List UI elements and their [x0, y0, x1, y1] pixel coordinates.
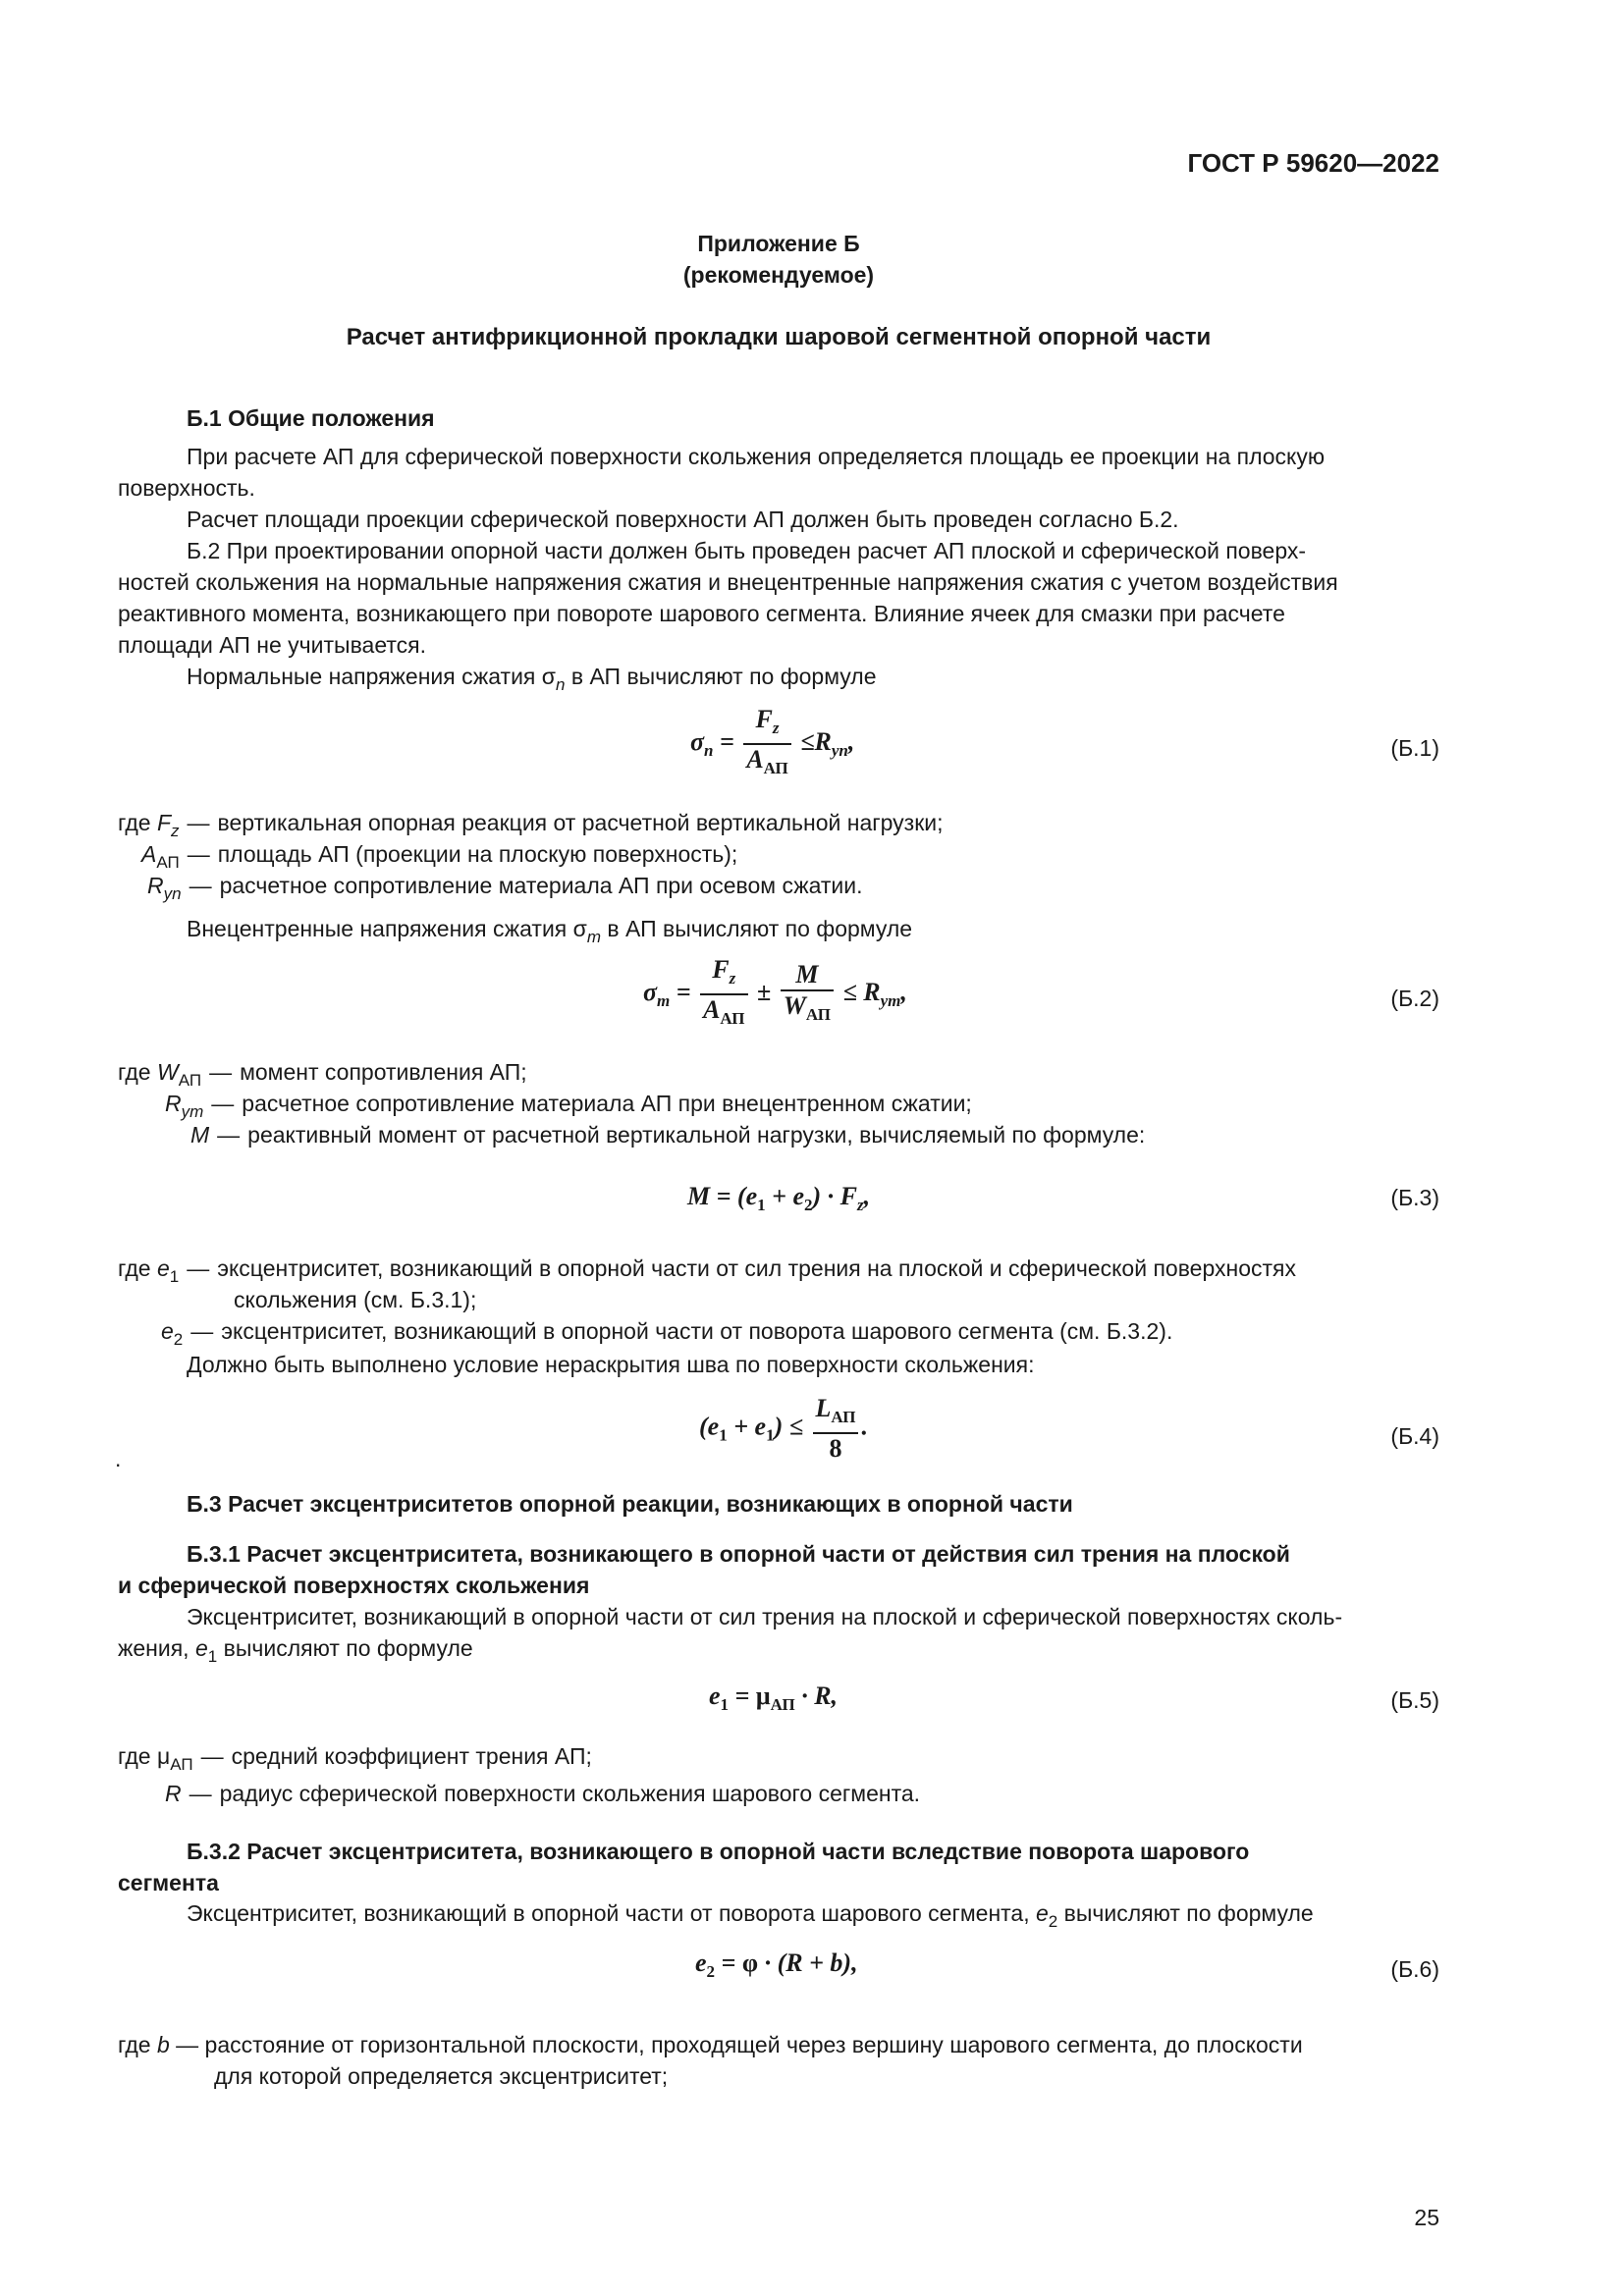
formula-b4-number: (Б.4) — [1390, 1423, 1439, 1449]
appendix-title: Приложение Б — [697, 231, 860, 256]
stray-dot: . — [115, 1446, 122, 1471]
paragraph-seam-condition: Должно быть выполнено условие нераскрытия шва по поверхности скольжения: — [187, 1352, 1035, 1377]
paragraph-normal-stress-intro: Нормальные напряжения сжатия $\sigma_n$ в АП вычисляют по формуле — [187, 664, 877, 694]
paragraph-eccentric-stress-intro: Внецентренные напряжения сжатия $\sigma_m$ в АП вычисляют по формуле — [187, 916, 913, 946]
paragraph-b31: Эксцентриситет, возникающий в опорной части от сил трения на плоской и сферической поверхностях сколь- жения, $e_1$ вычисляют по формуле — [118, 1604, 1343, 1666]
document-page: ГОСТ Р 59620—2022 Приложение Б (рекомендуемое) Расчет антифрикционной прокладки шаровой сегментной опорной части Б.1 Общие положения При расчете АП для сферической поверхности скольжения определяется площадь ее проекции на плоскую поверхность. Расчет площади проекции сферической поверхности АП должен быть проведен согласно Б.2. Б.2 При проектировании опорной части должен быть проведен расчет АП плоской и сферической поверх- ностей скольжения на нормальные напряжения сжатия и внецентренные напряжения сжатия с учетом воздействия реактивного момента, возникающего при повороте шарового сегмента. Влияние ячеек для смазки при расчете площади АП не учитывается. Нормальные напряжения сжатия $\sigma_n$ в АП вычисляют по формуле $\sigma_n$ = $\frac{F_z}{A_{АП}}$ $\le R_{yn}$, (Б.1) где $F_z$ — вертикальная опорная реакция от расчетной вертикальной нагрузки; $A_{АП}$ — площадь АП (проекции на плоскую поверхность); $R_{yn}$ — расчетное сопротивление материала АП при осевом сжатии. Внецентренные напряжения сжатия $\sigma_m$ в АП вычисляют по формуле $\sigma_m$ = $\frac{F_z}{A_{АП}}$ ± $\frac{M}{W_{АП}}$ ≤ $R_{ym}$, (Б.2) где $W_{АП}$ — момент сопротивления АП; $R_{ym}$ — расчетное сопротивление материала АП при внецентренном сжатии; M — реактивный момент от расчетной вертикальной нагрузки, вычисляемый по формуле: $M = (e_1 + e_2) \cdot F_z$, (Б.3) где $e_1$ — эксцентриситет, возникающий в опорной части от сил трения на плоской и сферической поверхностях скольжения (см. Б.3.1); $e_2$ — эксцентриситет, возникающий в опорной части от поворота шарового сегмента (см. Б.3.2). Должно быть выполнено условие нераскрытия шва по поверхности скольжения: $(e_1 + e_1)$ ≤ $\frac{L_{АП}}{8}$ . (Б.4) . Б.3 Расчет эксцентриситетов опорной реакции, возникающих в опорной части Б.3.1 Расчет эксцентриситета, возникающего в опорной части от действия сил трения на плоской и сферической поверхностях скольжения Эксцентриситет, возникающий в опорной части от сил трения на плоской и сферической поверхностях сколь- жения, $e_1$ вычисляют по формуле $e_1 = \mu_{АП} \cdot R$, (Б.5) где $\mu_{АП}$ — средний коэффициент трения АП; R — радиус сферической поверхности скольжения шарового сегмента. Б.3.2 Расчет эксцентриситета, возникающего в опорной части вследствие поворота шарового сегмента Эксцентриситет, возникающий в опорной части от поворота шарового сегмента, $e_2$ вычисляют по формуле $e_2 = \varphi \cdot (R + b)$, (Б.6) где b — расстояние от горизонтальной плоскости, проходящей через вершину шарового сегмента, до плоскости для которой определяется эксцентриситет; 25 — [0, 0, 1624, 2296]
page-number: 25 — [1414, 2205, 1439, 2230]
paragraph-b32: Эксцентриситет, возникающий в опорной части от поворота шарового сегмента, $e_2$ вычисляют по формуле — [187, 1900, 1314, 1931]
document-code: ГОСТ Р 59620—2022 — [1187, 148, 1439, 178]
section-b1-heading: Б.1 Общие положения — [187, 405, 435, 431]
section-b31-heading: Б.3.1 Расчет эксцентриситета, возникающего в опорной части от действия сил трения на плоской и сферической поверхностях скольжения — [118, 1541, 1290, 1598]
formula-b6-number: (Б.6) — [1390, 1956, 1439, 1982]
where-list-6: где b — расстояние от горизонтальной плоскости, проходящей через вершину шарового сегмента, до плоскости для которой определяется эксцентриситет; — [118, 2032, 1303, 2089]
paragraph-b1-2: Расчет площади проекции сферической поверхности АП должен быть проведен согласно Б.2. — [187, 507, 1179, 532]
formula-b5: $e_1 = \mu_{АП} \cdot R$, — [709, 1682, 839, 1714]
formula-b4: $(e_1 + e_1)$ ≤ $\frac{L_{АП}}{8}$ . — [699, 1394, 868, 1463]
paragraph-b2: Б.2 При проектировании опорной части должен быть проведен расчет АП плоской и сферической поверх- ностей скольжения на нормальные напряжения сжатия и внецентренные напряжения сжатия с учетом воздействия реактивного момента, возникающего при повороте шарового сегмента. Влияние ячеек для смазки при расчете площади АП не учитывается. — [118, 538, 1338, 658]
formula-b6: $e_2 = \varphi \cdot (R + b)$, — [695, 1949, 858, 1981]
formula-b2: $\sigma_m$ = $\frac{F_z}{A_{АП}}$ ± $\frac{M}{W_{АП}}$ ≤ $R_{ym}$, — [643, 955, 907, 1028]
formula-b5-number: (Б.5) — [1390, 1687, 1439, 1713]
section-b32-heading: Б.3.2 Расчет эксцентриситета, возникающего в опорной части вследствие поворота шарового сегмента — [118, 1839, 1250, 1896]
appendix-status: (рекомендуемое) — [682, 262, 875, 288]
appendix-heading: Расчет антифрикционной прокладки шаровой сегментной опорной части — [346, 324, 1212, 350]
formula-b1: $\sigma_n$ = $\frac{F_z}{A_{АП}}$ $\le R_{yn}$, — [690, 705, 855, 777]
section-b3-heading: Б.3 Расчет эксцентриситетов опорной реакции, возникающих в опорной части — [187, 1491, 1073, 1517]
paragraph-b1-1: При расчете АП для сферической поверхности скольжения определяется площадь ее проекции на плоскую поверхность. — [118, 444, 1326, 501]
formula-b1-number: (Б.1) — [1390, 735, 1439, 761]
formula-b3: $M = (e_1 + e_2) \cdot F_z$, — [687, 1182, 871, 1214]
formula-b2-number: (Б.2) — [1390, 986, 1439, 1011]
formula-b3-number: (Б.3) — [1390, 1185, 1439, 1210]
